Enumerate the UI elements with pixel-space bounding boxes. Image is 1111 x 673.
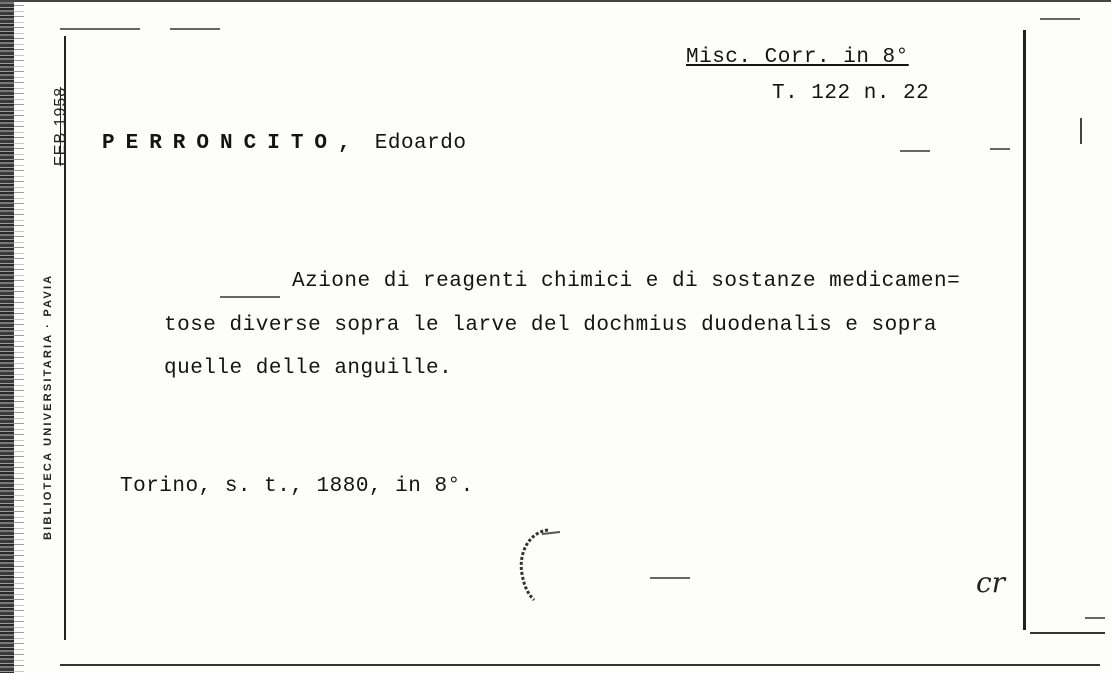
author-forename: Edoardo [374,132,467,155]
imprint-line: Torino, s. t., 1880, in 8°. [120,475,474,498]
right-margin-rule [1023,30,1026,630]
scan-mark [990,148,1010,150]
pencil-mark [508,524,568,604]
scan-mark [1040,18,1080,20]
stamp-date: FEB 1958 [52,86,69,166]
shelfmark-text: Misc. Corr. in 8° [686,46,909,69]
author-heading [102,132,466,155]
scan-mark [650,577,690,579]
scan-mark [900,150,930,152]
shelfmark-line-1 [686,46,909,69]
title-line-3: quelle delle anguille. [164,357,453,380]
title-line-2: tose diverse sopra le larve del dochmius duodenalis e sopra [164,314,938,337]
title-line-1: Azione di reagenti chimici e di sostanze medicamen= [292,270,961,293]
bottom-right-rule [1030,632,1105,634]
bottom-rule [60,664,1100,666]
scanned-top-edge [0,0,1111,10]
scan-mark [60,28,140,30]
scan-mark [170,28,220,30]
scan-mark [220,296,280,298]
library-stamp: BIBLIOTECA UNIVERSITARIA · PAVIA [42,273,54,540]
scan-mark [1085,617,1105,619]
cataloguer-initials: cr [976,566,1006,599]
author-surname: PERRONCITO, [102,132,362,155]
scan-mark [1080,118,1082,144]
shelfmark-line-2: T. 122 n. 22 [772,82,930,105]
scanned-left-edge-texture [14,0,24,673]
scanned-left-edge [0,0,14,673]
